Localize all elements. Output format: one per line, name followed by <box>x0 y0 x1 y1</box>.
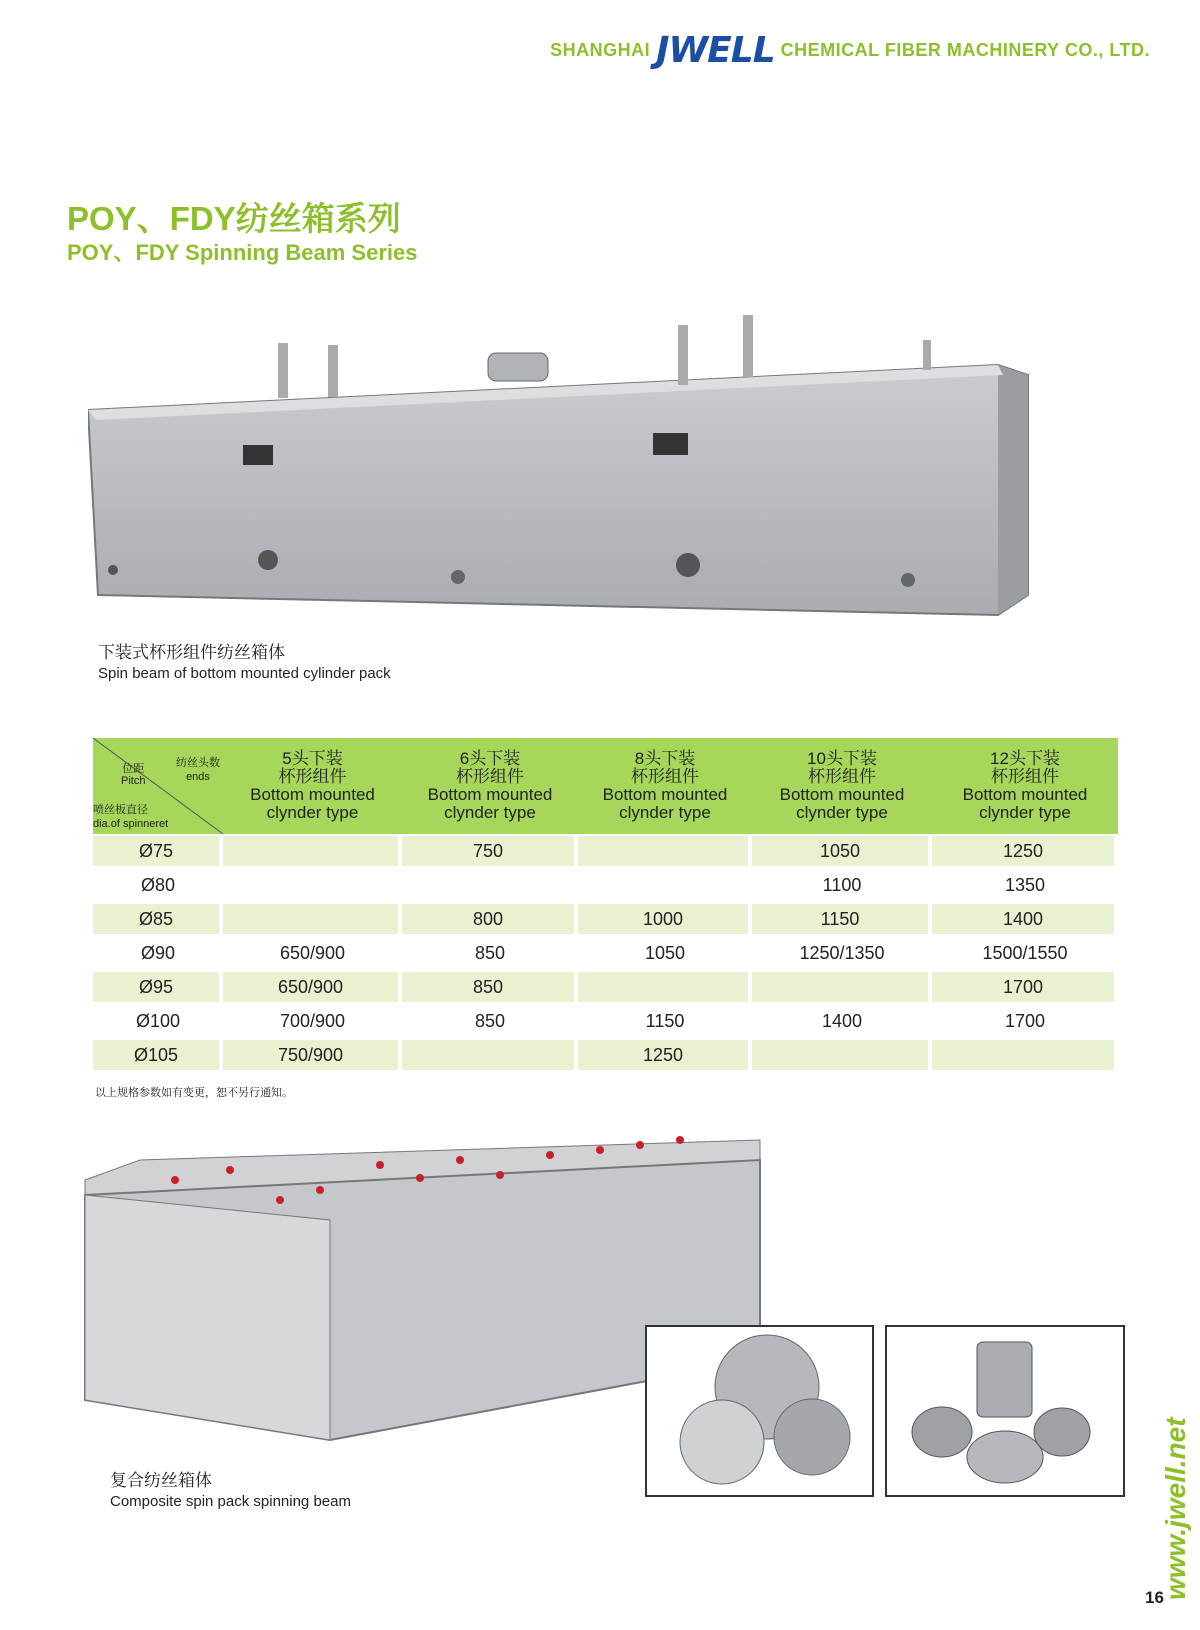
table-cell: Ø90 <box>140 942 176 963</box>
col-header-en1: Bottom mounted <box>250 785 375 804</box>
table-note: 以上规格参数如有变更，恕不另行通知。 <box>95 1087 293 1099</box>
col-header-cn2: 杯形组件 <box>278 767 347 786</box>
page-number: 16 <box>1145 1588 1164 1607</box>
company-logo: JWELL <box>656 30 775 71</box>
caption-spin-beam-en: Spin beam of bottom mounted cylinder pack <box>98 665 391 682</box>
table-cell: Ø95 <box>93 972 219 1002</box>
spinneret-plates-photo <box>645 1325 874 1497</box>
table-cell: 1050 <box>752 836 928 866</box>
col-header-cn1: 6头下装 <box>459 749 521 768</box>
col-header-en2: clynder type <box>444 803 536 822</box>
col-header-en1: Bottom mounted <box>602 785 728 804</box>
table-cell: 1250 <box>578 1040 748 1070</box>
table-cell: 1400 <box>932 904 1114 934</box>
table-cell: Ø100 <box>135 1010 181 1031</box>
table-row <box>93 1004 1118 1038</box>
side-url-container <box>1160 1350 1194 1600</box>
table-corner <box>93 738 223 834</box>
col-header-cn1: 10头下装 <box>807 749 877 768</box>
table-cell: 750 <box>402 836 574 866</box>
col-header-10 <box>752 738 932 834</box>
section-title-cn: POY、FDY纺丝箱系列 <box>67 200 401 237</box>
table-cell <box>752 1040 928 1070</box>
header-left: SHANGHAI <box>550 40 651 60</box>
table-cell: 1700 <box>1004 1010 1046 1031</box>
table-cell <box>223 836 398 866</box>
table-cell: Ø85 <box>93 904 219 934</box>
corner-ends-en: ends <box>186 771 210 783</box>
table-cell: 650/900 <box>223 972 398 1002</box>
corner-ends-cn: 纺丝头数 <box>176 757 220 769</box>
table-cell: 1400 <box>821 1010 863 1031</box>
table-cell: Ø80 <box>140 874 176 895</box>
table-cell: Ø105 <box>93 1040 219 1070</box>
table-row <box>93 970 1118 1004</box>
table-row <box>93 834 1118 868</box>
table-cell: 1150 <box>752 904 928 934</box>
corner-dia-en: dia.of spinneret <box>93 818 169 830</box>
header-right: CHEMICAL FIBER MACHINERY CO., LTD. <box>780 40 1150 60</box>
spec-table-header <box>93 738 1118 834</box>
caption-composite-beam-cn: 复合纺丝箱体 <box>110 1471 212 1490</box>
section-title-en: POY、FDY Spinning Beam Series <box>67 240 418 265</box>
col-header-6 <box>402 738 578 834</box>
table-cell: 800 <box>402 904 574 934</box>
table-cell: 850 <box>474 1010 506 1031</box>
col-header-cn2: 杯形组件 <box>456 767 524 786</box>
table-cell <box>223 904 398 934</box>
table-cell: 750/900 <box>223 1040 398 1070</box>
table-cell <box>752 972 928 1002</box>
cylinder-pack-photo <box>885 1325 1125 1497</box>
table-cell: 1700 <box>932 972 1114 1002</box>
col-header-en1: Bottom mounted <box>962 785 1088 804</box>
caption-composite-beam-en: Composite spin pack spinning beam <box>110 1493 351 1510</box>
table-cell <box>932 1040 1114 1070</box>
col-header-en1: Bottom mounted <box>779 785 905 804</box>
table-cell: 1050 <box>644 942 686 963</box>
col-header-en2: clynder type <box>266 803 359 822</box>
col-header-en2: clynder type <box>979 803 1071 822</box>
table-row <box>93 868 1118 902</box>
col-header-en2: clynder type <box>796 803 888 822</box>
table-cell: 850 <box>402 972 574 1002</box>
col-header-en2: clynder type <box>619 803 711 822</box>
corner-pitch-en: Pitch <box>121 775 146 787</box>
col-header-5 <box>223 738 402 834</box>
website-url: www.jwell.net <box>1160 1417 1191 1600</box>
table-cell <box>578 836 748 866</box>
page-header <box>550 30 1150 71</box>
spin-beam-photo <box>88 315 1080 630</box>
table-cell: Ø75 <box>93 836 219 866</box>
col-header-cn2: 杯形组件 <box>991 767 1059 786</box>
table-cell: 1500/1550 <box>982 942 1068 963</box>
col-header-8 <box>578 738 752 834</box>
table-cell: 1100 <box>822 874 862 895</box>
col-header-12 <box>932 738 1118 834</box>
spec-table <box>93 738 1118 1072</box>
col-header-cn1: 8头下装 <box>634 749 696 768</box>
table-cell: 1250/1350 <box>799 942 885 963</box>
table-row <box>93 936 1118 970</box>
caption-spin-beam-cn: 下装式杯形组件纺丝箱体 <box>98 643 285 662</box>
caption-spin-beam <box>98 638 391 682</box>
col-header-cn2: 杯形组件 <box>808 767 876 786</box>
corner-pitch-cn: 位距 <box>122 763 145 775</box>
table-cell: 700/900 <box>279 1010 346 1031</box>
corner-dia-cn: 喷丝板直径 <box>93 804 148 816</box>
col-header-en1: Bottom mounted <box>427 785 553 804</box>
table-cell: 1150 <box>645 1010 685 1031</box>
table-cell: 1350 <box>1004 874 1046 895</box>
table-cell <box>578 972 748 1002</box>
table-cell: 1000 <box>578 904 748 934</box>
col-header-cn1: 12头下装 <box>990 749 1060 768</box>
table-row <box>93 902 1118 936</box>
table-row <box>93 1038 1118 1072</box>
col-header-cn2: 杯形组件 <box>631 767 699 786</box>
table-cell: 1250 <box>932 836 1114 866</box>
table-cell: 650/900 <box>279 942 346 963</box>
col-header-cn1: 5头下装 <box>282 749 343 768</box>
caption-composite-beam <box>110 1466 351 1510</box>
table-cell <box>402 1040 574 1070</box>
table-cell: 850 <box>474 942 506 963</box>
